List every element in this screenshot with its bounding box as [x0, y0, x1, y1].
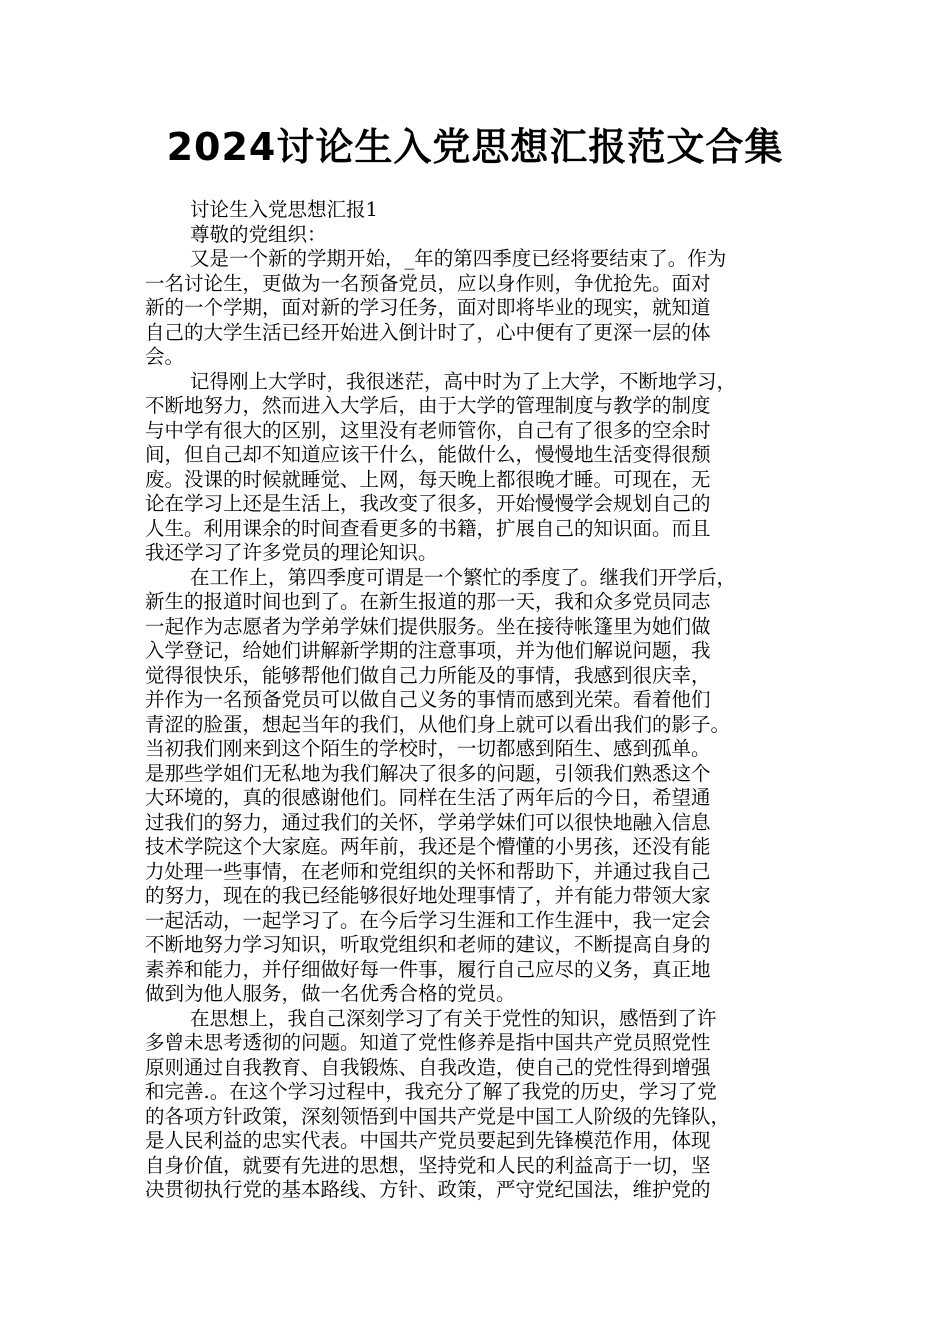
text-line: 是人民利益的忠实代表。中国共产党员要起到先锋模范作用，体现	[145, 1129, 711, 1152]
text-line: 讨论生入党思想汇报1	[190, 198, 378, 221]
text-line: 一起作为志愿者为学弟学妹们提供服务。坐在接待帐篷里为她们做	[145, 614, 711, 638]
text-line: 决贯彻执行党的基本路线、方针、政策，严守党纪国法，维护党的	[145, 1178, 711, 1201]
text-line: 原则通过自我教育、自我锻炼、自我改造，使自己的党性得到增强	[145, 1055, 711, 1079]
text-line: 入学登记，给她们讲解新学期的注意事项，并为他们解说问题，我	[145, 639, 711, 662]
text-line: 论在学习上还是生活上，我改变了很多，开始慢慢学会规划自己的	[145, 492, 711, 515]
text-line: 间，但自己却不知道应该干什么，能做什么，慢慢地生活变得很颓	[145, 443, 711, 466]
text-line: 废。没课的时候就睡觉、上网，每天晚上都很晚才睡。可现在，无	[145, 467, 711, 491]
text-line: 和完善.。在这个学习过程中，我充分了解了我党的历史，学习了党	[145, 1080, 717, 1103]
text-line: 大环境的，真的很感谢他们。同样在生活了两年后的今日，希望通	[145, 786, 711, 809]
text-line: 我还学习了许多党员的理论知识。	[145, 541, 438, 564]
text-line: 做到为他人服务，做一名优秀合格的党员。	[145, 982, 516, 1005]
text-line: 青涩的脸蛋，想起当年的我们，从他们身上就可以看出我们的影子。	[145, 712, 731, 736]
text-line: 并作为一名预备党员可以做自己义务的事情而感到光荣。看着他们	[145, 688, 711, 711]
text-line: 不断地努力学习知识，听取党组织和老师的建议，不断提高自身的	[145, 933, 711, 956]
text-line: 尊敬的党组织：	[190, 222, 327, 246]
text-line: 会。	[145, 345, 185, 368]
text-line: 人生。利用课余的时间查看更多的书籍，扩展自己的知识面。而且	[145, 516, 711, 540]
text-line: 的努力，现在的我已经能够很好地处理事情了，并有能力带领大家	[145, 884, 711, 907]
document-title: 2024讨论生入党思想汇报范文合集	[166, 125, 784, 169]
text-line: 新生的报道时间也到了。在新生报道的那一天，我和众多党员同志	[145, 590, 711, 613]
text-line: 不断地努力，然而进入大学后，由于大学的管理制度与教学的制度	[145, 394, 711, 417]
text-line: 过我们的努力，通过我们的关怀，学弟学妹们可以很快地融入信息	[145, 810, 711, 834]
text-line: 记得刚上大学时，我很迷茫，高中时为了上大学，不断地学习，	[190, 369, 737, 393]
text-line: 与中学有很大的区别，这里没有老师管你，自己有了很多的空余时	[145, 418, 711, 442]
text-line: 素养和能力，并仔细做好每一件事，履行自己应尽的义务，真正地	[145, 957, 711, 981]
text-line: 又是一个新的学期开始，_年的第四季度已经将要结束了。作为	[190, 247, 727, 270]
text-line: 当初我们刚来到这个陌生的学校时，一切都感到陌生、感到孤单。	[145, 737, 711, 760]
text-line: 在工作上，第四季度可谓是一个繁忙的季度了。继我们开学后，	[190, 565, 737, 589]
text-line: 自己的大学生活已经开始进入倒计时了，心中便有了更深一层的体	[145, 320, 711, 344]
text-line: 力处理一些事情，在老师和党组织的关怀和帮助下，并通过我自己	[145, 859, 711, 883]
text-line: 觉得很快乐，能够帮他们做自己力所能及的事情，我感到很庆幸，	[145, 663, 711, 687]
text-line: 技术学院这个大家庭。两年前，我还是个懵懂的小男孩，还没有能	[145, 835, 711, 858]
document-body	[145, 198, 805, 1203]
text-line: 在思想上，我自己深刻学习了有关于党性的知识，感悟到了许	[190, 1006, 717, 1030]
text-line: 的各项方针政策，深刻领悟到中国共产党是中国工人阶级的先锋队，	[145, 1104, 731, 1128]
text-line: 多曾未思考透彻的问题。知道了党性修养是指中国共产党员照党性	[145, 1031, 711, 1054]
text-line: 一名讨论生，更做为一名预备党员，应以身作则，争优抢先。面对	[145, 271, 711, 295]
text-line: 新的一个学期，面对新的学习任务，面对即将毕业的现实，就知道	[145, 296, 711, 319]
text-line: 是那些学姐们无私地为我们解决了很多的问题，引领我们熟悉这个	[145, 761, 711, 785]
text-line: 自身价值，就要有先进的思想，坚持党和人民的利益高于一切，坚	[145, 1153, 711, 1177]
text-line: 一起活动，一起学习了。在今后学习生涯和工作生涯中，我一定会	[145, 908, 711, 932]
